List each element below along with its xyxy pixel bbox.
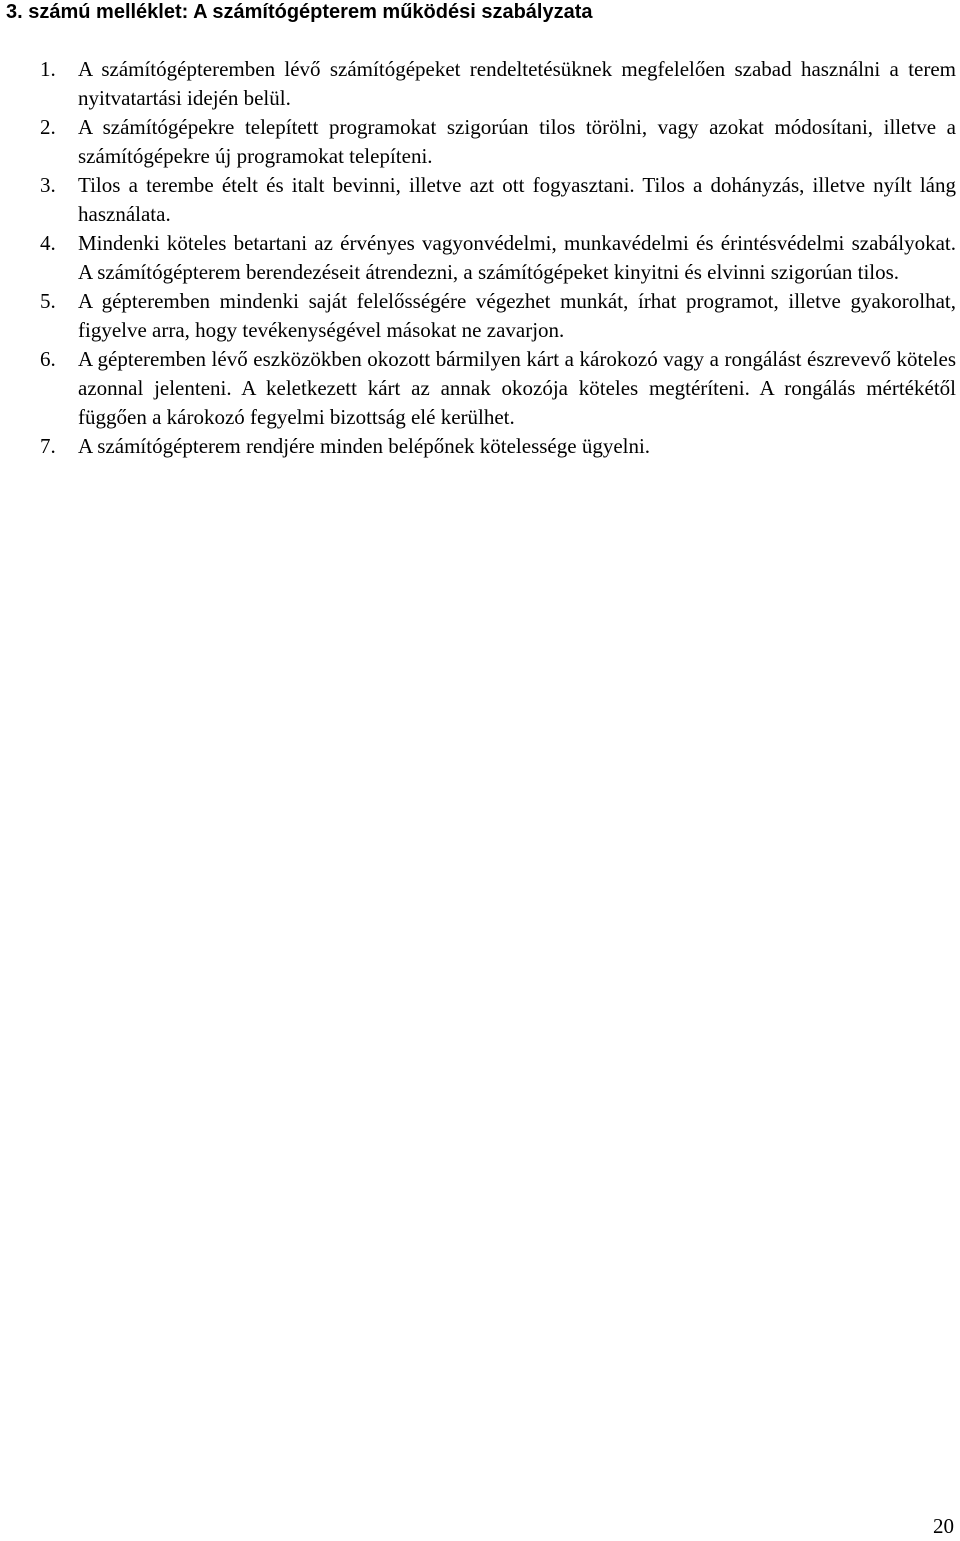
rule-number: 1.	[40, 57, 56, 81]
document-title: 3. számú melléklet: A számítógépterem működési szabályzata	[6, 1, 593, 23]
rule-item	[40, 229, 956, 287]
rule-text: A számítógépteremben lévő számítógépeket rendeltetésüknek megfelelően szabad használni a terem nyitvatartási idején belül.	[78, 57, 956, 110]
rule-number: 7.	[40, 434, 56, 458]
rule-number: 5.	[40, 289, 56, 313]
rule-item	[40, 113, 956, 171]
rule-text: A gépteremben mindenki saját felelősségére végezhet munkát, írhat programot, illetve gyakorolhat, figyelve arra, hogy tevékenységével másokat ne zavarjon.	[78, 289, 956, 342]
rule-number: 2.	[40, 115, 56, 139]
rule-text: A számítógépterem rendjére minden belépőnek kötelessége ügyelni.	[78, 434, 651, 458]
rule-item	[40, 171, 956, 229]
rules-list	[40, 55, 956, 461]
rule-text: Tilos a terembe ételt és italt bevinni, illetve azt ott fogyasztani. Tilos a dohányzás, illetve nyílt láng használata.	[78, 173, 956, 226]
rule-text: A számítógépekre telepített programokat szigorúan tilos törölni, vagy azokat módosítani, illetve a számítógépekre új programokat telepíteni.	[78, 115, 956, 168]
page-number: 20	[933, 1514, 954, 1538]
rule-item	[40, 55, 956, 113]
rule-text: A gépteremben lévő eszközökben okozott bármilyen kárt a károkozó vagy a rongálást észrevevő köteles azonnal jelenteni. A keletkezett kárt az annak okozója köteles megtéríteni. A rongálás mértékétől függően a károkozó fegyelmi bizottság elé kerülhet.	[78, 347, 956, 429]
rule-item	[40, 432, 956, 461]
rule-item	[40, 287, 956, 345]
rule-number: 6.	[40, 347, 56, 371]
rule-number: 4.	[40, 231, 56, 255]
rule-text: Mindenki köteles betartani az érvényes vagyonvédelmi, munkavédelmi és érintésvédelmi szabályokat. A számítógépterem berendezéseit átrendezni, a számítógépeket kinyitni és elvinni szigorúan tilos.	[78, 231, 956, 284]
rule-item	[40, 345, 956, 432]
rule-number: 3.	[40, 173, 56, 197]
